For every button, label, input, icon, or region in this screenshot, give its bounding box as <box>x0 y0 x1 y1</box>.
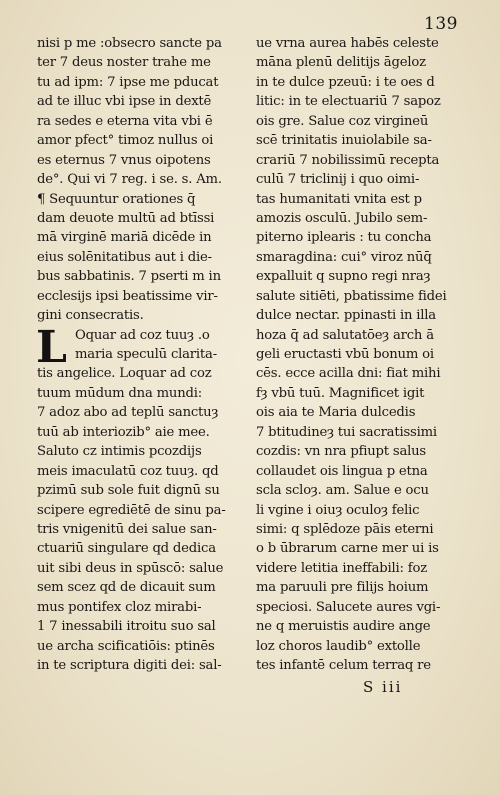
text-line: 7 adoz abo ad teplū sanctuȝ <box>37 405 219 421</box>
text-line: speciosi. Salucete aures vgi- <box>256 599 441 615</box>
initial-paragraph <box>36 321 251 373</box>
text-line: 7 btitudineȝ tui sacratissimi <box>256 424 437 440</box>
text-line: o b ūbrarum carne mer ui is <box>256 541 439 557</box>
text-line: ctuariū singulare qd dedica <box>37 541 216 557</box>
text-line: litic: in te electuariū 7 sapoz <box>256 94 441 110</box>
text-line: sem scez qd de dicauit sum <box>37 580 216 596</box>
text-line: gini consecratis. <box>37 308 144 324</box>
text-line: tis angelice. Loquar ad coz <box>37 366 212 382</box>
text-line: loz choros laudib° extolle <box>256 638 421 654</box>
text-line: mus pontifex cloz mirabi- <box>37 599 202 615</box>
text-line: amor pfect° timoz nullus oi <box>37 133 214 149</box>
text-line: videre letitia ineffabili: foz <box>256 560 427 576</box>
text-line: maria speculū clarita- <box>75 347 217 362</box>
text-line: in te scriptura digiti dei: sal- <box>37 658 222 673</box>
text-line: dam deuote multū ad btīssi <box>37 210 215 226</box>
text-line: 1 7 inessabili itroitu suo sal <box>37 619 216 635</box>
text-line: Saluto cz intimis pcozdijs <box>37 444 202 460</box>
signature-mark: S iii <box>363 678 403 696</box>
text-line: ter 7 deus noster trahe me <box>37 55 211 71</box>
text-line: ad te illuc vbi ipse in dextē <box>37 94 212 110</box>
text-line: culū 7 triclinij i quo oimi- <box>256 172 420 188</box>
text-line: salute sitiēti, pbatissime fidei <box>256 288 447 304</box>
text-line: ra sedes e eterna vita vbi ē <box>37 113 213 129</box>
text-line: geli eructasti vbū bonum oi <box>256 347 434 362</box>
text-line: simi: q splēdoze pāis eterni <box>256 521 434 537</box>
text-line: crariū 7 nobilissimū recepta <box>256 152 440 168</box>
text-line: ¶ Sequuntur orationes q̄ <box>37 191 196 207</box>
text-line: in te dulce pzeuū: i te oes d <box>256 74 435 90</box>
text-line: ecclesijs ipsi beatissime vir- <box>37 288 218 304</box>
text-line: uit sibi deus in spūscō: salue <box>37 560 224 576</box>
text-line: cēs. ecce acilla dni: fiat mihi <box>256 366 441 382</box>
text-line: scla scloȝ. am. Salue e ocu <box>256 483 429 499</box>
text-line: bus sabbatinis. 7 pserti m in <box>37 269 221 285</box>
text-line: es eternus 7 vnus oipotens <box>37 152 211 168</box>
text-line: de°. Qui vi 7 reg. i se. s. Am. <box>37 172 222 188</box>
page-number: 139 <box>424 14 458 34</box>
text-line: ne q meruistis audire ange <box>256 619 431 635</box>
text-line: mā virginē mariā dicēde in <box>37 230 212 246</box>
text-line: nisi p me :obsecro sancte pa <box>37 36 222 51</box>
text-line: tas humanitati vnita est p <box>256 191 422 207</box>
text-line: eius solēnitatibus aut i die- <box>37 249 212 265</box>
drop-cap-initial: L <box>36 321 67 373</box>
text-line: tris vnigenitū dei salue san- <box>37 521 217 537</box>
text-line: pzimū sub sole fuit dignū su <box>37 483 220 499</box>
text-line: li vgine i oiuȝ oculoȝ felic <box>256 502 420 518</box>
text-line: collaudet ois lingua p etna <box>256 463 428 479</box>
text-line: scipere egrediētē de sinu pa- <box>37 502 226 518</box>
text-line: expalluit q supno regi nraȝ <box>256 269 431 285</box>
text-line: ois aia te Maria dulcedis <box>256 405 416 421</box>
right-column <box>256 34 468 675</box>
text-line: piterno iplearis : tu concha <box>256 230 432 246</box>
text-line: cozdis: vn nra pfiupt salus <box>256 444 426 460</box>
text-line: amozis osculū. Jubilo sem- <box>256 210 428 226</box>
text-line: scē trinitatis inuiolabile sa- <box>256 133 432 149</box>
text-line: māna plenū delitijs āgeloz <box>256 55 426 71</box>
text-line: tu ad ipm: 7 ipse me pducat <box>37 74 219 90</box>
text-line: hoza q̄ ad salutatōeȝ arch ā <box>256 327 434 343</box>
text-line: ma paruuli pre filijs hoium <box>256 580 429 596</box>
text-line: fȝ vbū tuū. Magnificet igit <box>256 385 425 401</box>
text-line: tuum mūdum dna mundi: <box>37 385 202 401</box>
text-line: ue archa scificatiōis: ptinēs <box>37 638 215 654</box>
text-line: dulce nectar. ppinasti in illa <box>256 308 436 324</box>
text-line: meis imaculatū coz tuuȝ. qd <box>37 463 219 479</box>
text-line: Oquar ad coz tuuȝ .o <box>75 327 210 343</box>
text-line: ue vrna aurea habēs celeste <box>256 36 439 51</box>
text-line: tes infantē celum terraq re <box>256 658 431 673</box>
text-line: tuū ab interiozib° aie mee. <box>37 424 210 440</box>
text-line: ois gre. Salue coz virgineū <box>256 113 429 129</box>
left-column <box>37 34 251 675</box>
text-line: smaragdina: cui° viroz nūq̄ <box>256 249 432 265</box>
